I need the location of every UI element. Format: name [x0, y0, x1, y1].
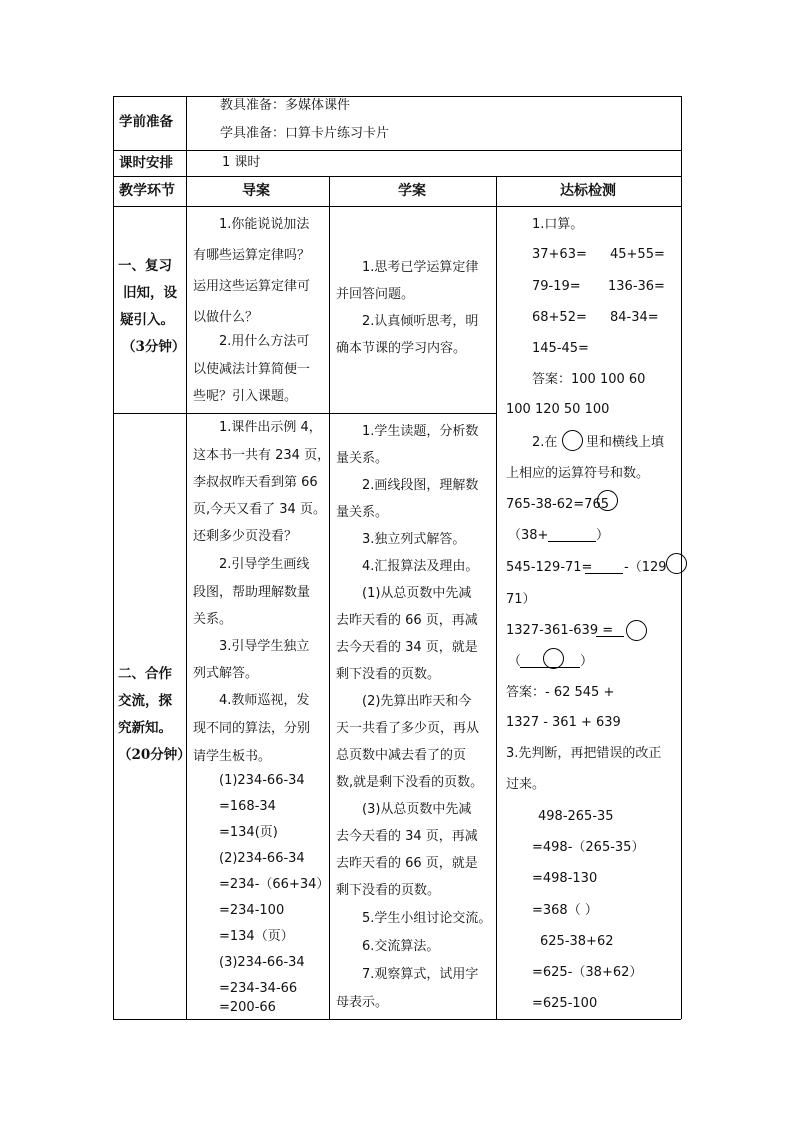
section2-study-line: 去昨天看的 66 页，再减: [336, 613, 478, 628]
section1-name-line: （3分钟）: [122, 339, 186, 355]
check-q2-start: 2.在: [532, 435, 558, 450]
section1-guide-line: 以做什么？: [193, 310, 259, 325]
section2-study-line: 剩下没看的页数。: [336, 667, 441, 682]
section2-guide-line: 李叔叔昨天看到第 66: [193, 475, 318, 490]
section2-guide-line: 这本书一共有 234 页，: [193, 448, 331, 463]
section2-name-line: 交流，探: [118, 693, 172, 709]
check-expr-2b: -（129: [624, 560, 667, 575]
table-rule: [113, 176, 681, 177]
check-expr-1c: ）: [596, 528, 610, 543]
section2-guide-line: (2)234-66-34: [219, 851, 305, 866]
prep-label: 学前准备: [119, 114, 173, 130]
section2-study-line: (2)先算出昨天和今: [362, 694, 472, 709]
section2-guide-line: (1)234-66-34: [219, 773, 305, 788]
section2-study-line: 4.汇报算法及理由。: [362, 559, 479, 574]
section2-guide-line: =134（页）: [219, 929, 294, 944]
table-border-top: [113, 96, 681, 97]
section1-guide-line: 运用这些运算定律可: [193, 279, 311, 294]
section2-study-line: 天一共看了多少页，再从: [336, 721, 480, 736]
section2-study-line: 母表示。: [336, 995, 389, 1010]
check-step: =625-（38+62）: [532, 965, 643, 980]
section2-guide-line: 4.教师巡视，发: [219, 693, 310, 708]
check-step: 498-265-35: [538, 809, 614, 824]
check-answer-2b: 1327 - 361 + 639: [506, 715, 621, 730]
section1-study-line: 确本节课的学习内容。: [336, 341, 467, 356]
check-q2-end: 里和横线上填: [586, 435, 665, 450]
table-column-divider: [496, 176, 497, 1019]
section1-study-line: 1.思考已学运算定律: [362, 260, 479, 275]
check-expr-1: 765-38-62=765: [506, 497, 609, 512]
section1-guide-line: 以使减法计算简便一: [193, 362, 311, 377]
section2-name-line: （20分钟）: [118, 747, 191, 763]
table-border-bottom: [113, 1019, 681, 1020]
table-rule: [113, 206, 681, 207]
blank-circle: [597, 490, 618, 511]
section2-guide-line: 还剩多少页没看？: [193, 529, 298, 544]
section2-study-line: 2.画线段图，理解数: [362, 478, 479, 493]
check-step: =498-（265-35）: [532, 840, 645, 855]
section2-study-line: 量关系。: [336, 505, 389, 520]
section2-guide-line: 1.课件出示例 4，: [219, 420, 322, 435]
section2-guide-line: 请学生板书。: [193, 749, 272, 764]
schedule-value: 1 课时: [222, 155, 261, 170]
header-guide: 导案: [242, 183, 270, 199]
section1-guide-line: 1.你能说说加法: [219, 217, 310, 232]
blank-line: [548, 541, 596, 542]
section2-study-line: 去今天看的 34 页，就是: [336, 640, 478, 655]
check-oral-item: 136-36=: [608, 279, 665, 294]
section2-guide-line: 页,今天又看了 34 页。: [193, 502, 326, 517]
section1-study-line: 2.认真倾听思考，明: [362, 314, 479, 329]
check-expr-1b: （38+: [508, 528, 549, 543]
check-expr-2c: 71）: [506, 592, 536, 607]
blank-circle: [562, 430, 583, 451]
section2-study-line: 5.学生小组讨论交流。: [362, 911, 492, 926]
section2-guide-line: =168-34: [219, 799, 276, 814]
table-border-left: [113, 96, 114, 1019]
check-oral-item: 84-34=: [610, 310, 659, 325]
section2-study-line: 去昨天看的 66 页，就是: [336, 856, 478, 871]
table-rule: [113, 150, 681, 151]
prep-line-1: 教具准备：多媒体课件: [220, 98, 351, 113]
check-answer-1b: 100 120 50 100: [506, 402, 610, 417]
check-q3-line2: 过来。: [506, 777, 546, 792]
check-expr-3c: ）: [580, 654, 594, 669]
table-rule: [113, 413, 497, 414]
section2-study-line: 数,就是剩下没看的页数。: [336, 775, 484, 790]
blank-line: [596, 636, 624, 637]
section1-study-line: 并回答问题。: [336, 287, 415, 302]
check-step: =625-100: [532, 996, 598, 1011]
section2-name-line: 二、合作: [118, 666, 172, 682]
section2-study-line: 1.学生读题，分析数: [362, 424, 479, 439]
section2-guide-line: =200-66: [219, 1000, 276, 1015]
section2-study-line: 剩下没看的页数。: [336, 883, 441, 898]
section2-guide-line: 段图，帮助理解数量: [193, 585, 311, 600]
section2-guide-line: =234-100: [219, 903, 285, 918]
section2-guide-line: =234-34-66: [219, 981, 298, 996]
check-oral-item: 45+55=: [610, 247, 665, 262]
section1-name-line: 疑引入。: [120, 312, 174, 328]
check-expr-3b: （: [508, 654, 522, 669]
check-step: =368（ ）: [532, 903, 598, 918]
check-oral-item: 68+52=: [532, 310, 587, 325]
section2-study-line: (3)从总页数中先减: [362, 802, 472, 817]
section2-guide-line: 现不同的算法，分别: [193, 721, 311, 736]
section2-study-line: 3.独立列式解答。: [362, 532, 466, 547]
check-oral-item: 145-45=: [532, 341, 589, 356]
section2-guide-line: =134(页): [219, 825, 278, 840]
section2-guide-line: (3)234-66-34: [219, 955, 305, 970]
section2-name-line: 究新知。: [118, 720, 172, 736]
section2-study-line: 总页数中减去看了的页: [336, 748, 467, 763]
section1-name-line: 旧知，设: [123, 285, 177, 301]
section1-guide-line: 有哪些运算定律吗？: [193, 248, 311, 263]
section1-guide-line: 2.用什么方法可: [219, 334, 310, 349]
check-q3-line1: 3.先判断，再把错误的改正: [506, 746, 662, 761]
check-q1: 1.口算。: [532, 217, 584, 232]
section2-guide-line: =234-（66+34）: [219, 877, 330, 892]
section1-name-line: 一、复习: [118, 258, 172, 274]
check-step: =498-130: [532, 871, 598, 886]
section2-study-line: 去今天看的 34 页，再减: [336, 829, 478, 844]
header-step: 教学环节: [119, 183, 175, 199]
section2-study-line: 7.观察算式，试用字: [362, 967, 479, 982]
section2-study-line: (1)从总页数中先减: [362, 586, 472, 601]
section1-guide-line: 些呢？引入课题。: [193, 389, 298, 404]
blank-circle: [666, 553, 687, 574]
section2-guide-line: 列式解答。: [193, 666, 259, 681]
blank-circle: [543, 648, 564, 669]
section2-guide-line: 2.引导学生画线: [219, 557, 310, 572]
blank-circle: [626, 620, 647, 641]
check-answer-2a: 答案：- 62 545 +: [506, 685, 615, 700]
check-expr-3: 1327-361-639 =: [506, 623, 614, 638]
check-oral-item: 79-19=: [532, 279, 581, 294]
section2-guide-line: 3.引导学生独立: [219, 639, 310, 654]
check-step: 625-38+62: [540, 934, 614, 949]
check-expr-2: 545-129-71=: [506, 560, 593, 575]
check-answer-1a: 答案：100 100 60: [532, 372, 646, 387]
section2-guide-line: 关系。: [193, 612, 233, 627]
check-oral-item: 37+63=: [532, 247, 587, 262]
schedule-label: 课时安排: [119, 155, 173, 171]
check-q2-line2: 上相应的运算符号和数。: [506, 466, 650, 481]
table-column-divider: [186, 96, 187, 1019]
blank-line: [585, 573, 623, 574]
header-check: 达标检测: [560, 183, 616, 199]
section2-study-line: 6.交流算法。: [362, 939, 440, 954]
prep-line-2: 学具准备：口算卡片练习卡片: [220, 126, 390, 141]
section2-study-line: 量关系。: [336, 451, 389, 466]
header-study: 学案: [398, 183, 426, 199]
